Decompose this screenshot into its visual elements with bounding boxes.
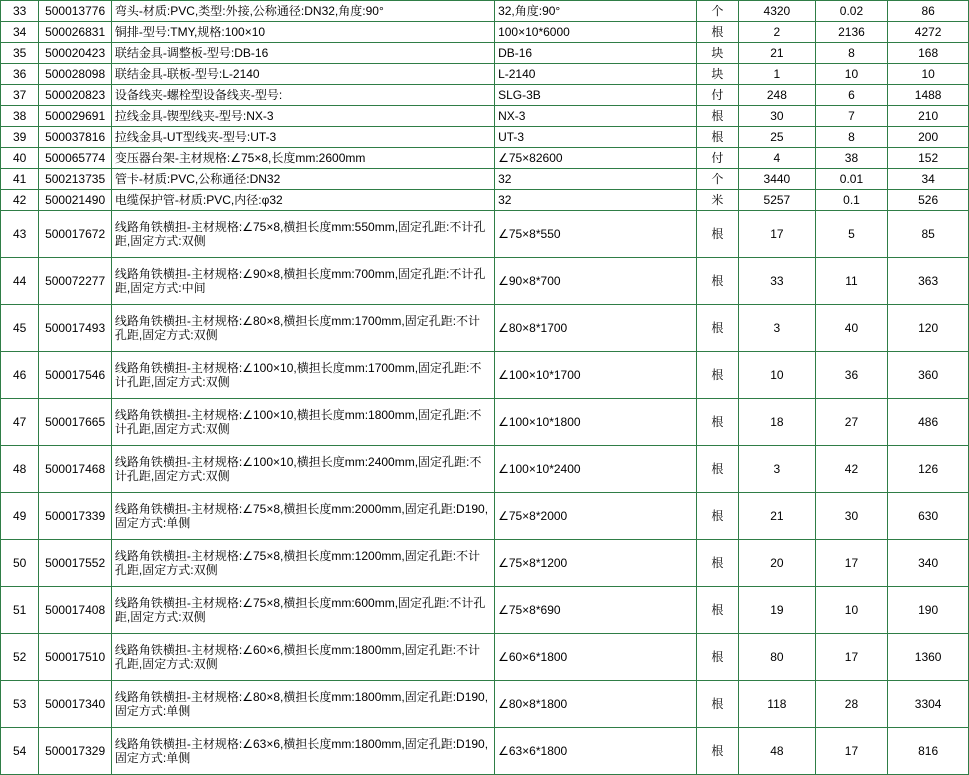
unit-price-cell: 0.02 [815,1,888,22]
material-spec-cell: DB-16 [495,43,697,64]
material-spec-cell: ∠100×10*1700 [495,352,697,399]
row-index-cell: 50 [1,540,39,587]
unit-cell: 根 [696,540,738,587]
quantity-cell: 80 [739,634,816,681]
material-code-cell: 500017339 [39,493,112,540]
table-row [1,22,969,43]
material-code-cell: 500017672 [39,211,112,258]
material-spec-cell: ∠80×8*1800 [495,681,697,728]
table-row [1,493,969,540]
quantity-cell: 5257 [739,190,816,211]
table-row [1,1,969,22]
unit-price-cell: 0.01 [815,169,888,190]
amount-cell: 486 [888,399,969,446]
material-code-cell: 500072277 [39,258,112,305]
unit-cell: 根 [696,446,738,493]
material-spec-cell: ∠100×10*1800 [495,399,697,446]
material-description-cell: 拉线金具-锲型线夹-型号:NX-3 [111,106,494,127]
material-spec-cell: SLG-3B [495,85,697,106]
row-index-cell: 41 [1,169,39,190]
quantity-cell: 21 [739,493,816,540]
quantity-cell: 3440 [739,169,816,190]
material-description-cell: 管卡-材质:PVC,公称通径:DN32 [111,169,494,190]
amount-cell: 816 [888,728,969,775]
material-description-cell: 联结金具-调整板-型号:DB-16 [111,43,494,64]
amount-cell: 34 [888,169,969,190]
material-description-cell: 变压器台架-主材规格:∠75×8,长度mm:2600mm [111,148,494,169]
unit-cell: 根 [696,211,738,258]
material-spec-cell: ∠80×8*1700 [495,305,697,352]
amount-cell: 1360 [888,634,969,681]
material-code-cell: 500017468 [39,446,112,493]
material-code-cell: 500017329 [39,728,112,775]
row-index-cell: 49 [1,493,39,540]
amount-cell: 526 [888,190,969,211]
unit-cell: 根 [696,127,738,148]
material-description-cell: 拉线金具-UT型线夹-型号:UT-3 [111,127,494,148]
table-row [1,148,969,169]
material-code-cell: 500020823 [39,85,112,106]
table-row [1,352,969,399]
material-description-cell: 线路角铁横担-主材规格:∠90×8,横担长度mm:700mm,固定孔距:不计孔距,固定方式:中间 [111,258,494,305]
row-index-cell: 46 [1,352,39,399]
quantity-cell: 18 [739,399,816,446]
material-spec-cell: L-2140 [495,64,697,85]
material-description-cell: 线路角铁横担-主材规格:∠75×8,横担长度mm:2000mm,固定孔距:D190,固定方式:单侧 [111,493,494,540]
material-spec-cell: 32,角度:90° [495,1,697,22]
quantity-cell: 3 [739,446,816,493]
quantity-cell: 20 [739,540,816,587]
material-spec-cell: ∠75×8*2000 [495,493,697,540]
table-row [1,399,969,446]
row-index-cell: 52 [1,634,39,681]
table-row [1,64,969,85]
unit-price-cell: 17 [815,540,888,587]
unit-price-cell: 28 [815,681,888,728]
unit-price-cell: 42 [815,446,888,493]
material-description-cell: 电缆保护管-材质:PVC,内径:φ32 [111,190,494,211]
material-code-cell: 500017408 [39,587,112,634]
row-index-cell: 43 [1,211,39,258]
material-code-cell: 500017510 [39,634,112,681]
row-index-cell: 45 [1,305,39,352]
unit-cell: 根 [696,493,738,540]
amount-cell: 86 [888,1,969,22]
unit-price-cell: 8 [815,127,888,148]
table-row [1,634,969,681]
quantity-cell: 4 [739,148,816,169]
material-spec-cell: NX-3 [495,106,697,127]
row-index-cell: 34 [1,22,39,43]
table-row [1,211,969,258]
amount-cell: 340 [888,540,969,587]
unit-cell: 根 [696,22,738,43]
quantity-cell: 30 [739,106,816,127]
material-spec-cell: ∠60×6*1800 [495,634,697,681]
unit-cell: 米 [696,190,738,211]
unit-price-cell: 38 [815,148,888,169]
table-row [1,446,969,493]
unit-price-cell: 27 [815,399,888,446]
unit-price-cell: 11 [815,258,888,305]
unit-price-cell: 40 [815,305,888,352]
table-row [1,127,969,148]
material-description-cell: 线路角铁横担-主材规格:∠63×6,横担长度mm:1800mm,固定孔距:D190,固定方式:单侧 [111,728,494,775]
amount-cell: 126 [888,446,969,493]
amount-cell: 4272 [888,22,969,43]
table-row [1,85,969,106]
unit-cell: 根 [696,587,738,634]
material-description-cell: 弯头-材质:PVC,类型:外接,公称通径:DN32,角度:90° [111,1,494,22]
row-index-cell: 42 [1,190,39,211]
quantity-cell: 3 [739,305,816,352]
unit-price-cell: 8 [815,43,888,64]
material-code-cell: 500029691 [39,106,112,127]
unit-cell: 块 [696,64,738,85]
table-row [1,106,969,127]
material-description-cell: 线路角铁横担-主材规格:∠100×10,横担长度mm:1700mm,固定孔距:不计孔距,固定方式:双侧 [111,352,494,399]
material-code-cell: 500017552 [39,540,112,587]
unit-cell: 个 [696,1,738,22]
quantity-cell: 4320 [739,1,816,22]
table-body [1,1,969,775]
row-index-cell: 51 [1,587,39,634]
row-index-cell: 47 [1,399,39,446]
amount-cell: 360 [888,352,969,399]
amount-cell: 3304 [888,681,969,728]
row-index-cell: 39 [1,127,39,148]
material-description-cell: 设备线夹-螺栓型设备线夹-型号: [111,85,494,106]
material-spec-cell: ∠63×6*1800 [495,728,697,775]
material-code-cell: 500037816 [39,127,112,148]
unit-cell: 块 [696,43,738,64]
amount-cell: 120 [888,305,969,352]
material-description-cell: 线路角铁横担-主材规格:∠75×8,横担长度mm:1200mm,固定孔距:不计孔距,固定方式:双侧 [111,540,494,587]
unit-price-cell: 0.1 [815,190,888,211]
material-spec-cell: ∠75×8*690 [495,587,697,634]
table-row [1,190,969,211]
unit-price-cell: 36 [815,352,888,399]
material-code-cell: 500017665 [39,399,112,446]
material-code-cell: 500017546 [39,352,112,399]
amount-cell: 200 [888,127,969,148]
unit-cell: 根 [696,728,738,775]
unit-price-cell: 7 [815,106,888,127]
row-index-cell: 53 [1,681,39,728]
amount-cell: 10 [888,64,969,85]
quantity-cell: 25 [739,127,816,148]
unit-cell: 根 [696,258,738,305]
amount-cell: 168 [888,43,969,64]
row-index-cell: 37 [1,85,39,106]
quantity-cell: 10 [739,352,816,399]
table-row [1,305,969,352]
material-description-cell: 线路角铁横担-主材规格:∠60×6,横担长度mm:1800mm,固定孔距:不计孔距,固定方式:双侧 [111,634,494,681]
quantity-cell: 48 [739,728,816,775]
unit-price-cell: 10 [815,587,888,634]
material-description-cell: 线路角铁横担-主材规格:∠100×10,横担长度mm:2400mm,固定孔距:不计孔距,固定方式:双侧 [111,446,494,493]
material-spec-cell: ∠75×82600 [495,148,697,169]
material-spec-cell: 32 [495,190,697,211]
unit-cell: 付 [696,85,738,106]
table-row [1,587,969,634]
row-index-cell: 40 [1,148,39,169]
unit-price-cell: 17 [815,634,888,681]
amount-cell: 190 [888,587,969,634]
quantity-cell: 33 [739,258,816,305]
material-code-cell: 500013776 [39,1,112,22]
unit-price-cell: 2136 [815,22,888,43]
material-description-cell: 铜排-型号:TMY,规格:100×10 [111,22,494,43]
material-spec-cell: ∠100×10*2400 [495,446,697,493]
row-index-cell: 54 [1,728,39,775]
unit-price-cell: 5 [815,211,888,258]
material-spec-cell: UT-3 [495,127,697,148]
material-description-cell: 线路角铁横担-主材规格:∠80×8,横担长度mm:1700mm,固定孔距:不计孔距,固定方式:双侧 [111,305,494,352]
quantity-cell: 118 [739,681,816,728]
material-code-cell: 500213735 [39,169,112,190]
amount-cell: 152 [888,148,969,169]
material-spec-cell: 32 [495,169,697,190]
row-index-cell: 35 [1,43,39,64]
table-row [1,169,969,190]
unit-price-cell: 30 [815,493,888,540]
amount-cell: 210 [888,106,969,127]
material-code-cell: 500017493 [39,305,112,352]
material-description-cell: 联结金具-联板-型号:L-2140 [111,64,494,85]
unit-cell: 根 [696,681,738,728]
table-row [1,258,969,305]
unit-cell: 付 [696,148,738,169]
quantity-cell: 21 [739,43,816,64]
material-description-cell: 线路角铁横担-主材规格:∠80×8,横担长度mm:1800mm,固定孔距:D190,固定方式:单侧 [111,681,494,728]
quantity-cell: 1 [739,64,816,85]
row-index-cell: 48 [1,446,39,493]
amount-cell: 1488 [888,85,969,106]
row-index-cell: 38 [1,106,39,127]
material-code-cell: 500021490 [39,190,112,211]
row-index-cell: 33 [1,1,39,22]
table-row [1,681,969,728]
material-spec-cell: ∠75×8*1200 [495,540,697,587]
material-description-cell: 线路角铁横担-主材规格:∠100×10,横担长度mm:1800mm,固定孔距:不计孔距,固定方式:双侧 [111,399,494,446]
unit-price-cell: 17 [815,728,888,775]
unit-cell: 根 [696,305,738,352]
material-code-cell: 500017340 [39,681,112,728]
quantity-cell: 2 [739,22,816,43]
material-code-cell: 500065774 [39,148,112,169]
material-spec-cell: ∠90×8*700 [495,258,697,305]
table-row [1,43,969,64]
unit-cell: 根 [696,106,738,127]
material-spec-cell: 100×10*6000 [495,22,697,43]
table-row [1,540,969,587]
quantity-cell: 17 [739,211,816,258]
material-spec-cell: ∠75×8*550 [495,211,697,258]
amount-cell: 630 [888,493,969,540]
amount-cell: 363 [888,258,969,305]
row-index-cell: 44 [1,258,39,305]
unit-price-cell: 6 [815,85,888,106]
material-code-cell: 500028098 [39,64,112,85]
amount-cell: 85 [888,211,969,258]
unit-cell: 根 [696,634,738,681]
material-code-cell: 500026831 [39,22,112,43]
quantity-cell: 248 [739,85,816,106]
unit-cell: 根 [696,352,738,399]
row-index-cell: 36 [1,64,39,85]
unit-cell: 个 [696,169,738,190]
material-description-cell: 线路角铁横担-主材规格:∠75×8,横担长度mm:600mm,固定孔距:不计孔距,固定方式:双侧 [111,587,494,634]
table-row [1,728,969,775]
material-description-cell: 线路角铁横担-主材规格:∠75×8,横担长度mm:550mm,固定孔距:不计孔距,固定方式:双侧 [111,211,494,258]
unit-price-cell: 10 [815,64,888,85]
material-code-cell: 500020423 [39,43,112,64]
unit-cell: 根 [696,399,738,446]
quantity-cell: 19 [739,587,816,634]
